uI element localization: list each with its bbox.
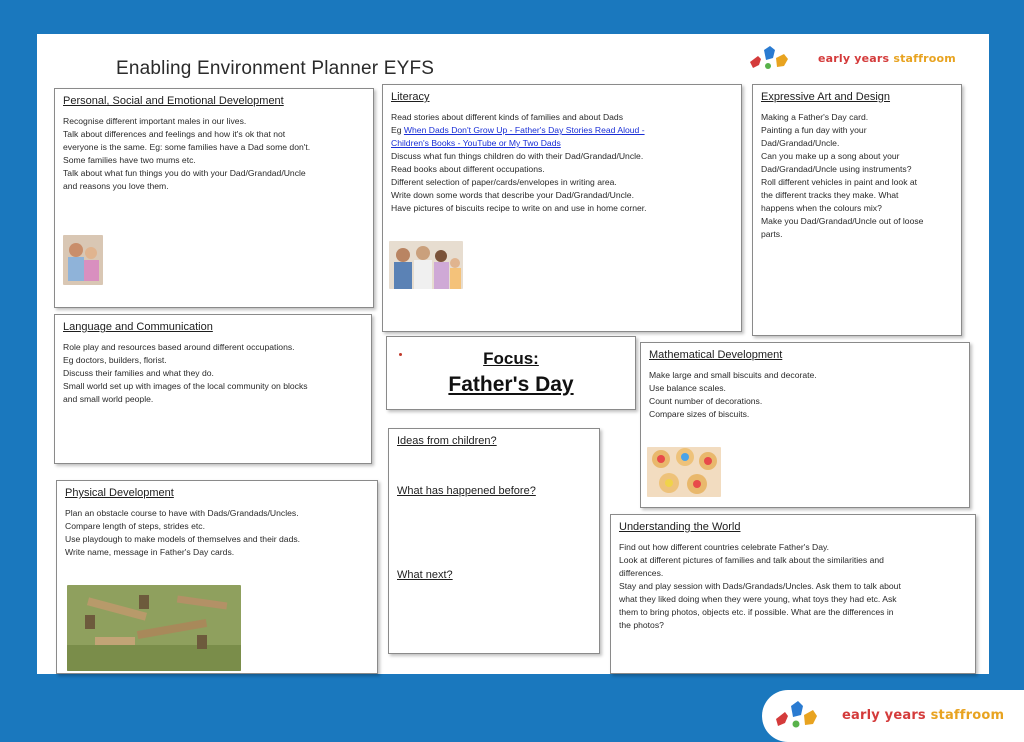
section-ideas xyxy=(388,428,600,654)
physical-line: Write name, message in Father's Day cards. xyxy=(65,547,235,557)
footer-logo-badge xyxy=(762,690,1024,742)
literacy-heading: Literacy xyxy=(391,91,430,103)
world-line: Stay and play session with Dads/Grandads/Uncles. Ask them to talk about xyxy=(619,581,901,591)
expressive-line: Roll different vehicles in paint and look at xyxy=(761,177,918,187)
world-line: what they liked doing when they were young, what toys they had etc. Ask xyxy=(619,594,897,604)
literacy-line: Have pictures of biscuits recipe to write on and use in home corner. xyxy=(391,203,647,213)
physical-line: Use playdough to make models of themselves and their dads. xyxy=(65,534,301,544)
section-literacy xyxy=(382,84,742,332)
literacy-link-line xyxy=(391,124,733,137)
expressive-line: the different tracks they make. What xyxy=(761,190,899,200)
expressive-line: Making a Father's Day card. xyxy=(761,112,869,122)
physical-line: Compare length of steps, strides etc. xyxy=(65,521,205,531)
next-question: What next? xyxy=(397,569,453,581)
world-line: the photos? xyxy=(619,620,664,630)
ideas-question: Ideas from children? xyxy=(397,435,497,447)
maths-line: Use balance scales. xyxy=(649,383,726,393)
expressive-line: Dad/Grandad/Uncle using instruments? xyxy=(761,164,912,174)
literacy-line: Discuss what fun things children do with their Dad/Grandad/Uncle. xyxy=(391,151,644,161)
logo-word-early-years: early years xyxy=(842,708,926,723)
story-link[interactable]: Children's Books - YouTube or My Two Dads xyxy=(391,138,561,148)
logo-word-staffroom: staffroom xyxy=(930,708,1005,723)
psed-heading: Personal, Social and Emotional Development xyxy=(63,95,284,107)
section-expressive-art xyxy=(752,84,962,336)
physical-heading: Physical Development xyxy=(65,487,174,499)
page-title: Enabling Environment Planner EYFS xyxy=(116,58,435,79)
language-line: Eg doctors, builders, florist. xyxy=(63,355,167,365)
obstacle-course-photo-icon xyxy=(67,585,241,671)
psed-line: Some families have two mums etc. xyxy=(63,155,196,165)
expressive-line: happens when the colours mix? xyxy=(761,203,882,213)
before-question: What has happened before? xyxy=(397,485,536,497)
expressive-line: Painting a fun day with your xyxy=(761,125,867,135)
section-understanding-world xyxy=(610,514,976,674)
section-psed xyxy=(54,88,374,308)
biscuits-photo-icon xyxy=(647,447,721,497)
language-line: and small world people. xyxy=(63,394,154,404)
literacy-line: Read stories about different kinds of families and about Dads xyxy=(391,112,624,122)
world-line: Find out how different countries celebrate Father's Day. xyxy=(619,542,830,552)
hands-logo-icon xyxy=(772,699,836,733)
world-line: differences. xyxy=(619,568,664,578)
psed-line: and reasons you love them. xyxy=(63,181,169,191)
family-photo-icon xyxy=(63,235,103,285)
world-line: Look at different pictures of families and talk about the similarities and xyxy=(619,555,884,565)
header-logo xyxy=(746,44,966,74)
psed-line: Talk about differences and feelings and how it's ok that not xyxy=(63,129,286,139)
bullet-dot xyxy=(399,353,402,356)
logo-word-early-years: early years xyxy=(818,52,890,65)
focus-topic: Father's Day xyxy=(448,373,574,396)
language-line: Role play and resources based around different occupations. xyxy=(63,342,295,352)
expressive-line: parts. xyxy=(761,229,783,239)
section-language-communication xyxy=(54,314,372,464)
literacy-link-line xyxy=(391,137,733,150)
story-link[interactable]: When Dads Don't Grow Up - Father's Day Stories Read Aloud - xyxy=(403,125,645,135)
section-focus xyxy=(386,336,636,410)
maths-line: Compare sizes of biscuits. xyxy=(649,409,750,419)
maths-line: Count number of decorations. xyxy=(649,396,763,406)
literacy-line: Different selection of paper/cards/envelopes in writing area. xyxy=(391,177,617,187)
section-mathematical xyxy=(640,342,970,508)
expressive-line: Can you make up a song about your xyxy=(761,151,900,161)
literacy-line: Read books about different occupations. xyxy=(391,164,545,174)
language-line: Small world set up with images of the local community on blocks xyxy=(63,381,308,391)
expressive-heading: Expressive Art and Design xyxy=(761,91,891,103)
family-group-photo-icon xyxy=(389,241,463,289)
language-heading: Language and Communication xyxy=(63,321,213,333)
literacy-line: Write down some words that describe your Dad/Grandad/Uncle. xyxy=(391,190,634,200)
maths-line: Make large and small biscuits and decorate. xyxy=(649,370,817,380)
literacy-eg: Eg xyxy=(391,125,402,135)
section-physical xyxy=(56,480,378,674)
psed-line: Talk about what fun things you do with your Dad/Grandad/Uncle xyxy=(63,168,306,178)
world-heading: Understanding the World xyxy=(619,521,741,533)
psed-line: Recognise different important males in our lives. xyxy=(63,116,247,126)
logo-word-staffroom: staffroom xyxy=(893,52,956,65)
expressive-line: Make you Dad/Grandad/Uncle out of loose xyxy=(761,216,924,226)
language-line: Discuss their families and what they do. xyxy=(63,368,214,378)
focus-label: Focus: xyxy=(483,349,539,368)
psed-line: everyone is the same. Eg: some families have a Dad some don't. xyxy=(63,142,311,152)
expressive-line: Dad/Grandad/Uncle. xyxy=(761,138,840,148)
physical-line: Plan an obstacle course to have with Dads/Grandads/Uncles. xyxy=(65,508,299,518)
world-line: them to bring photos, objects etc. if possible. What are the differences in xyxy=(619,607,894,617)
maths-heading: Mathematical Development xyxy=(649,349,783,361)
hands-logo-icon xyxy=(746,44,810,74)
